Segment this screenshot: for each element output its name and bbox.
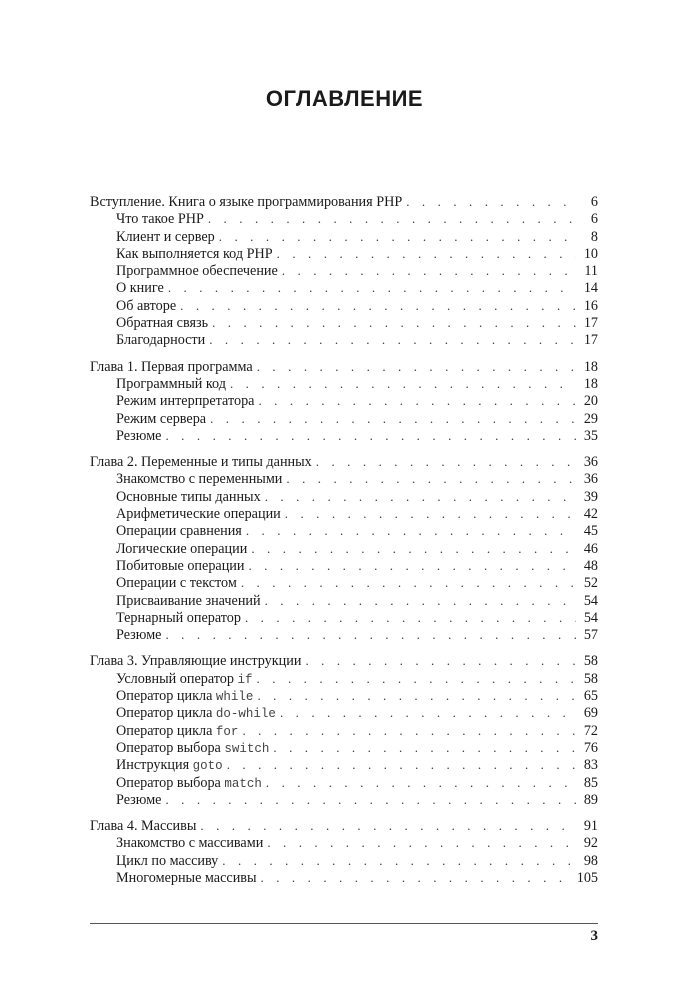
entry-title-text: Глава 3. Управляющие инструкции [90,653,302,670]
entry-title-text: О книге [116,280,164,297]
page-number: 3 [590,928,598,944]
dot-leader [406,193,576,210]
entry-title-text: Программное обеспечение [116,263,278,280]
toc-entry-title [116,315,212,332]
entry-code-keyword: goto [192,759,223,774]
entry-title-text: Благодарности [116,332,206,349]
toc-section [90,193,598,349]
toc-entry[interactable] [90,331,598,348]
toc-entry-title [116,506,285,523]
toc-entry[interactable] [90,774,598,791]
entry-title-text: Режим сервера [116,410,207,427]
entry-title-text: Обратная связь [116,315,209,332]
toc-page-number: 45 [583,523,598,540]
toc-entry-title [116,471,286,488]
entry-title-text: Резюме [116,427,162,444]
toc-entry[interactable] [90,687,598,704]
toc-entry[interactable] [90,869,598,886]
toc-entry[interactable] [90,756,598,773]
toc-entry[interactable] [90,470,598,487]
toc-page-number: 36 [583,471,598,488]
dot-leader [266,774,576,791]
toc-page-number: 58 [583,653,598,670]
toc-page-number: 6 [590,211,598,228]
entry-title-text: Оператор цикла [116,705,213,722]
toc-entry-title [116,211,208,228]
toc-entry-title [116,229,219,246]
toc-page-number: 58 [583,670,598,687]
entry-title-text: Арифметические операции [116,506,281,523]
toc-entry-title [116,671,257,689]
dot-leader [168,279,576,296]
toc-page-number: 65 [583,688,598,705]
toc-page-number: 52 [583,575,598,592]
dot-leader [241,574,576,591]
toc-entry[interactable] [90,626,598,643]
toc-page-number: 89 [583,791,598,808]
dot-leader [316,453,576,470]
toc-entry-title [116,246,277,263]
toc-page-number: 18 [583,358,598,375]
entry-title-text: Условный оператор [116,670,234,687]
entry-title-text: Резюме [116,791,162,808]
toc-page-number: 36 [583,454,598,471]
dot-leader [265,592,576,609]
entry-title-text: Глава 1. Первая программа [90,358,253,375]
entry-title-text: Присваивание значений [116,592,261,609]
toc-entry[interactable] [90,852,598,869]
dot-leader [165,791,576,808]
dot-leader [248,557,576,574]
toc-entry[interactable] [90,704,598,721]
entry-title-text: Многомерные массивы [116,869,257,886]
toc-page-number: 17 [583,332,598,349]
toc-page-number: 16 [583,297,598,314]
dot-leader [222,852,576,869]
toc-entry-title [116,688,257,706]
entry-title-text: Оператор цикла [116,688,213,705]
toc-entry[interactable] [90,262,598,279]
toc-entry[interactable] [90,574,598,591]
entry-title-text: Клиент и сервер [116,228,215,245]
entry-title-text: Оператор выбора [116,739,221,756]
toc-page-number: 83 [583,757,598,774]
entry-title-text: Тернарный оператор [116,609,241,626]
toc-entry-title [116,723,242,741]
dot-leader [180,297,576,314]
toc-entry[interactable] [90,392,598,409]
dot-leader [200,817,576,834]
toc-page-number: 20 [583,393,598,410]
table-of-contents [90,193,598,895]
toc-section [90,817,598,886]
toc-page-number: 105 [576,869,598,886]
page-title: ОГЛАВЛЕНИЕ [265,86,424,111]
toc-page-number: 72 [583,722,598,739]
toc-entry-title [116,870,261,887]
entry-title-text: Глава 2. Переменные и типы данных [90,454,312,471]
toc-entry-title [116,853,222,870]
dot-leader [210,410,576,427]
entry-code-keyword: for [215,724,239,739]
entry-title-text: Оператор выбора [116,774,221,791]
dot-leader [251,540,576,557]
toc-entry-title [116,428,165,445]
toc-entry[interactable] [90,670,598,687]
toc-page-number: 54 [583,609,598,626]
dot-leader [245,609,576,626]
toc-entry[interactable] [90,505,598,522]
toc-entry-title [116,610,245,627]
toc-chapter-entry[interactable] [90,652,598,669]
toc-entry[interactable] [90,557,598,574]
toc-entry[interactable] [90,228,598,245]
toc-entry-title [116,376,230,393]
dot-leader [219,228,576,245]
entry-title-text: Что такое PHP [116,211,204,228]
toc-entry[interactable] [90,488,598,505]
dot-leader [280,704,576,721]
toc-page-number: 35 [583,427,598,444]
toc-page-number: 48 [583,557,598,574]
entry-title-text: Знакомство с массивами [116,835,264,852]
toc-page-number: 76 [583,739,598,756]
dot-leader [246,522,576,539]
toc-page-number: 42 [583,506,598,523]
toc-entry-title [116,558,248,575]
toc-entry-title [116,263,282,280]
toc-section [90,453,598,643]
entry-title-text: Операции сравнения [116,523,242,540]
dot-leader [227,756,576,773]
toc-entry[interactable] [90,834,598,851]
dot-leader [282,262,576,279]
toc-entry-title [116,332,209,349]
toc-chapter-title [90,194,406,211]
toc-entry[interactable] [90,522,598,539]
entry-code-keyword: do-while [215,707,276,722]
toc-page-number: 91 [583,818,598,835]
toc-entry[interactable] [90,540,598,557]
toc-page-number: 8 [590,228,598,245]
toc-page-number: 85 [583,774,598,791]
entry-title-text: Побитовые операции [116,557,245,574]
toc-entry[interactable] [90,375,598,392]
toc-entry-title [116,523,246,540]
toc-chapter-title [90,359,257,376]
dot-leader [257,670,576,687]
toc-page-number: 98 [583,852,598,869]
entry-title-text: Оператор цикла [116,722,213,739]
entry-title-text: Глава 4. Массивы [90,818,197,835]
dot-leader [286,470,576,487]
dot-leader [277,245,576,262]
toc-page-number: 69 [583,705,598,722]
toc-page-number: 92 [583,835,598,852]
toc-entry[interactable] [90,739,598,756]
dot-leader [261,869,573,886]
dot-leader [305,652,576,669]
toc-chapter-title [90,818,200,835]
toc-section [90,358,598,444]
dot-leader [165,427,576,444]
dot-leader [208,210,576,227]
dot-leader [267,834,576,851]
entry-title-text: Операции с текстом [116,575,237,592]
entry-title-text: Как выполняется код PHP [116,245,273,262]
toc-page-number: 17 [583,315,598,332]
dot-leader [257,687,576,704]
toc-entry[interactable] [90,427,598,444]
toc-entry-title [116,298,180,315]
toc-page-number: 29 [583,410,598,427]
toc-entry-title [116,757,227,775]
dot-leader [258,392,576,409]
toc-page-number: 18 [583,375,598,392]
dot-leader [209,331,576,348]
entry-title-text: Цикл по массиву [116,852,219,869]
entry-title-text: Логические операции [116,540,248,557]
toc-entry-title [116,541,251,558]
entry-title-text: Основные типы данных [116,488,261,505]
toc-page-number: 39 [583,488,598,505]
entry-code-keyword: match [224,776,262,791]
entry-title-text: Режим интерпретатора [116,393,255,410]
toc-page-number: 14 [583,280,598,297]
toc-entry[interactable] [90,245,598,262]
toc-entry[interactable] [90,297,598,314]
dot-leader [242,722,576,739]
entry-title-text: Об авторе [116,297,177,314]
toc-entry-title [116,627,165,644]
entry-title-text: Вступление. Книга о языке программирования PHP [90,194,403,210]
dot-leader [257,358,576,375]
toc-chapter-title [90,454,316,471]
toc-entry[interactable] [90,609,598,626]
toc-entry[interactable] [90,592,598,609]
toc-page-number: 10 [583,245,598,262]
toc-entry-title [116,280,168,297]
toc-entry-title [116,489,265,506]
toc-section [90,652,598,808]
entry-code-keyword: if [237,672,253,687]
dot-leader [165,626,576,643]
toc-page-number: 6 [590,194,598,210]
dot-leader [265,488,576,505]
toc-entry[interactable] [90,210,598,227]
toc-entry[interactable] [90,722,598,739]
toc-page-number: 57 [583,627,598,644]
entry-title-text: Программный код [116,375,226,392]
entry-title-text: Резюме [116,627,162,644]
toc-page-number: 11 [584,263,598,280]
toc-entry[interactable] [90,279,598,296]
dot-leader [212,314,576,331]
toc-entry-title [116,575,241,592]
entry-code-keyword: switch [224,741,270,756]
footer-divider [90,923,598,924]
toc-entry-title [116,411,210,428]
dot-leader [230,375,576,392]
entry-code-keyword: while [215,690,254,705]
entry-title-text: Инструкция [116,757,190,774]
toc-entry-title [116,792,165,809]
toc-chapter-title [90,653,305,670]
toc-entry-title [116,593,265,610]
toc-chapter-entry[interactable] [90,453,598,470]
toc-chapter-entry[interactable] [90,193,598,210]
toc-chapter-entry[interactable] [90,358,598,375]
toc-entry[interactable] [90,410,598,427]
dot-leader [273,739,576,756]
toc-chapter-entry[interactable] [90,817,598,834]
toc-entry-title [116,393,258,410]
entry-title-text: Знакомство с переменными [116,471,283,488]
toc-page-number: 46 [583,540,598,557]
toc-entry[interactable] [90,791,598,808]
toc-entry-title [116,835,267,852]
toc-page-number: 54 [583,592,598,609]
dot-leader [285,505,576,522]
toc-entry[interactable] [90,314,598,331]
